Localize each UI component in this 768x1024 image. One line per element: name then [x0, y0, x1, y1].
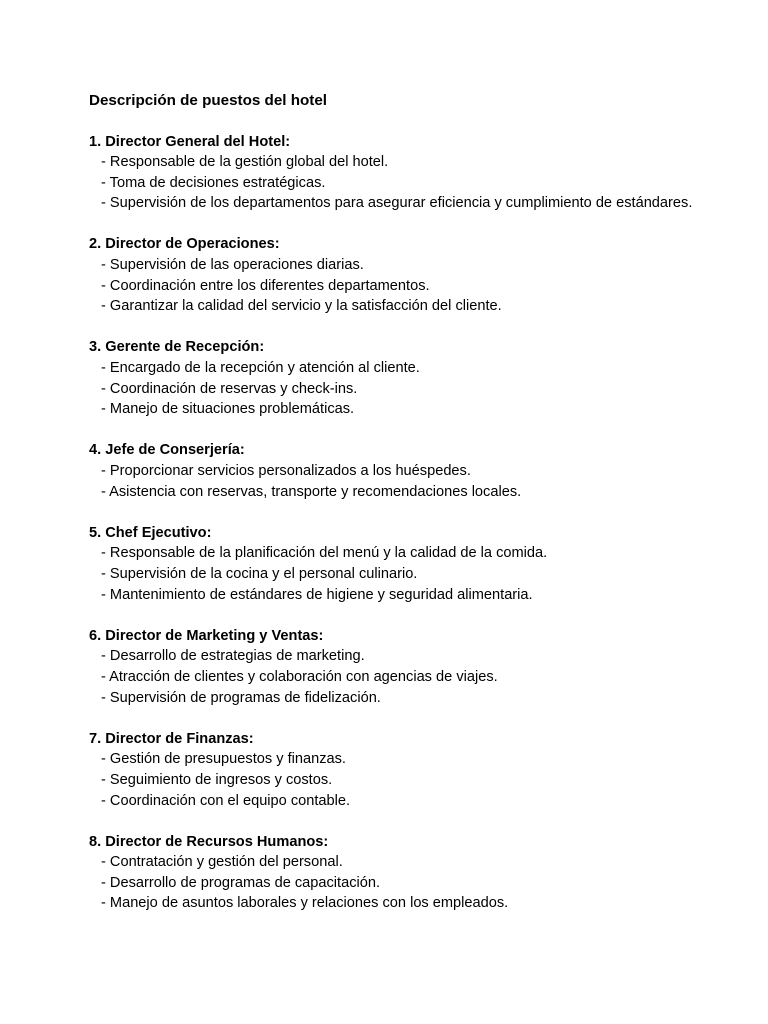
- list-item: - Supervisión de las operaciones diarias.: [101, 257, 364, 274]
- list-item: - Garantizar la calidad del servicio y la satisfacción del cliente.: [101, 298, 502, 315]
- list-item: - Contratación y gestión del personal.: [101, 854, 343, 871]
- list-item: - Gestión de presupuestos y finanzas.: [101, 751, 346, 768]
- document-title: Descripción de puestos del hotel: [89, 92, 327, 109]
- job-section-gerente-recepcion: [89, 337, 728, 419]
- list-item: - Supervisión de los departamentos para asegurar eficiencia y cumplimiento de estándares.: [101, 195, 693, 212]
- list-item: - Mantenimiento de estándares de higiene y seguridad alimentaria.: [101, 586, 533, 603]
- section-heading: 1. Director General del Hotel:: [89, 133, 291, 150]
- list-item: - Coordinación entre los diferentes departamentos.: [101, 277, 430, 294]
- responsibility-list: [89, 358, 728, 420]
- section-heading: 8. Director de Recursos Humanos:: [89, 833, 329, 850]
- list-item: - Coordinación con el equipo contable.: [101, 792, 351, 809]
- section-heading: 6. Director de Marketing y Ventas:: [89, 627, 324, 644]
- responsibility-list: [89, 646, 728, 708]
- responsibility-list: [89, 461, 728, 502]
- list-item: - Responsable de la planificación del menú y la calidad de la comida.: [101, 545, 548, 562]
- job-section-director-finanzas: [89, 729, 728, 811]
- responsibility-list: [89, 152, 728, 214]
- list-item: - Supervisión de la cocina y el personal culinario.: [101, 565, 418, 582]
- list-item: - Asistencia con reservas, transporte y recomendaciones locales.: [101, 483, 522, 500]
- section-heading: 3. Gerente de Recepción:: [89, 339, 265, 356]
- section-heading: 7. Director de Finanzas:: [89, 730, 254, 747]
- list-item: - Manejo de asuntos laborales y relaciones con los empleados.: [101, 895, 509, 912]
- list-item: - Supervisión de programas de fidelización.: [101, 689, 381, 706]
- list-item: - Atracción de clientes y colaboración con agencias de viajes.: [101, 668, 498, 685]
- list-item: - Manejo de situaciones problemáticas.: [101, 401, 355, 418]
- responsibility-list: [89, 255, 728, 317]
- list-item: - Toma de decisiones estratégicas.: [101, 174, 326, 191]
- list-item: - Coordinación de reservas y check-ins.: [101, 380, 358, 397]
- list-item: - Proporcionar servicios personalizados a los huéspedes.: [101, 463, 471, 479]
- section-heading: 4. Jefe de Conserjería:: [89, 442, 245, 459]
- job-section-jefe-conserjeria: [89, 440, 728, 502]
- responsibility-list: [89, 749, 728, 811]
- job-section-director-operaciones: [89, 234, 728, 316]
- list-item: - Responsable de la gestión global del hotel.: [101, 154, 389, 171]
- responsibility-list: [89, 852, 728, 914]
- responsibility-list: [89, 543, 728, 605]
- job-section-director-general: [89, 132, 728, 214]
- job-section-director-rrhh: [89, 832, 728, 914]
- job-section-chef-ejecutivo: [89, 523, 728, 605]
- list-item: - Desarrollo de programas de capacitación.: [101, 874, 381, 891]
- list-item: - Encargado de la recepción y atención al cliente.: [101, 360, 420, 377]
- list-item: - Desarrollo de estrategias de marketing.: [101, 648, 365, 665]
- section-heading: 2. Director de Operaciones:: [89, 236, 280, 253]
- list-item: - Seguimiento de ingresos y costos.: [101, 771, 333, 788]
- job-section-director-marketing: [89, 626, 728, 708]
- section-heading: 5. Chef Ejecutivo:: [89, 524, 212, 541]
